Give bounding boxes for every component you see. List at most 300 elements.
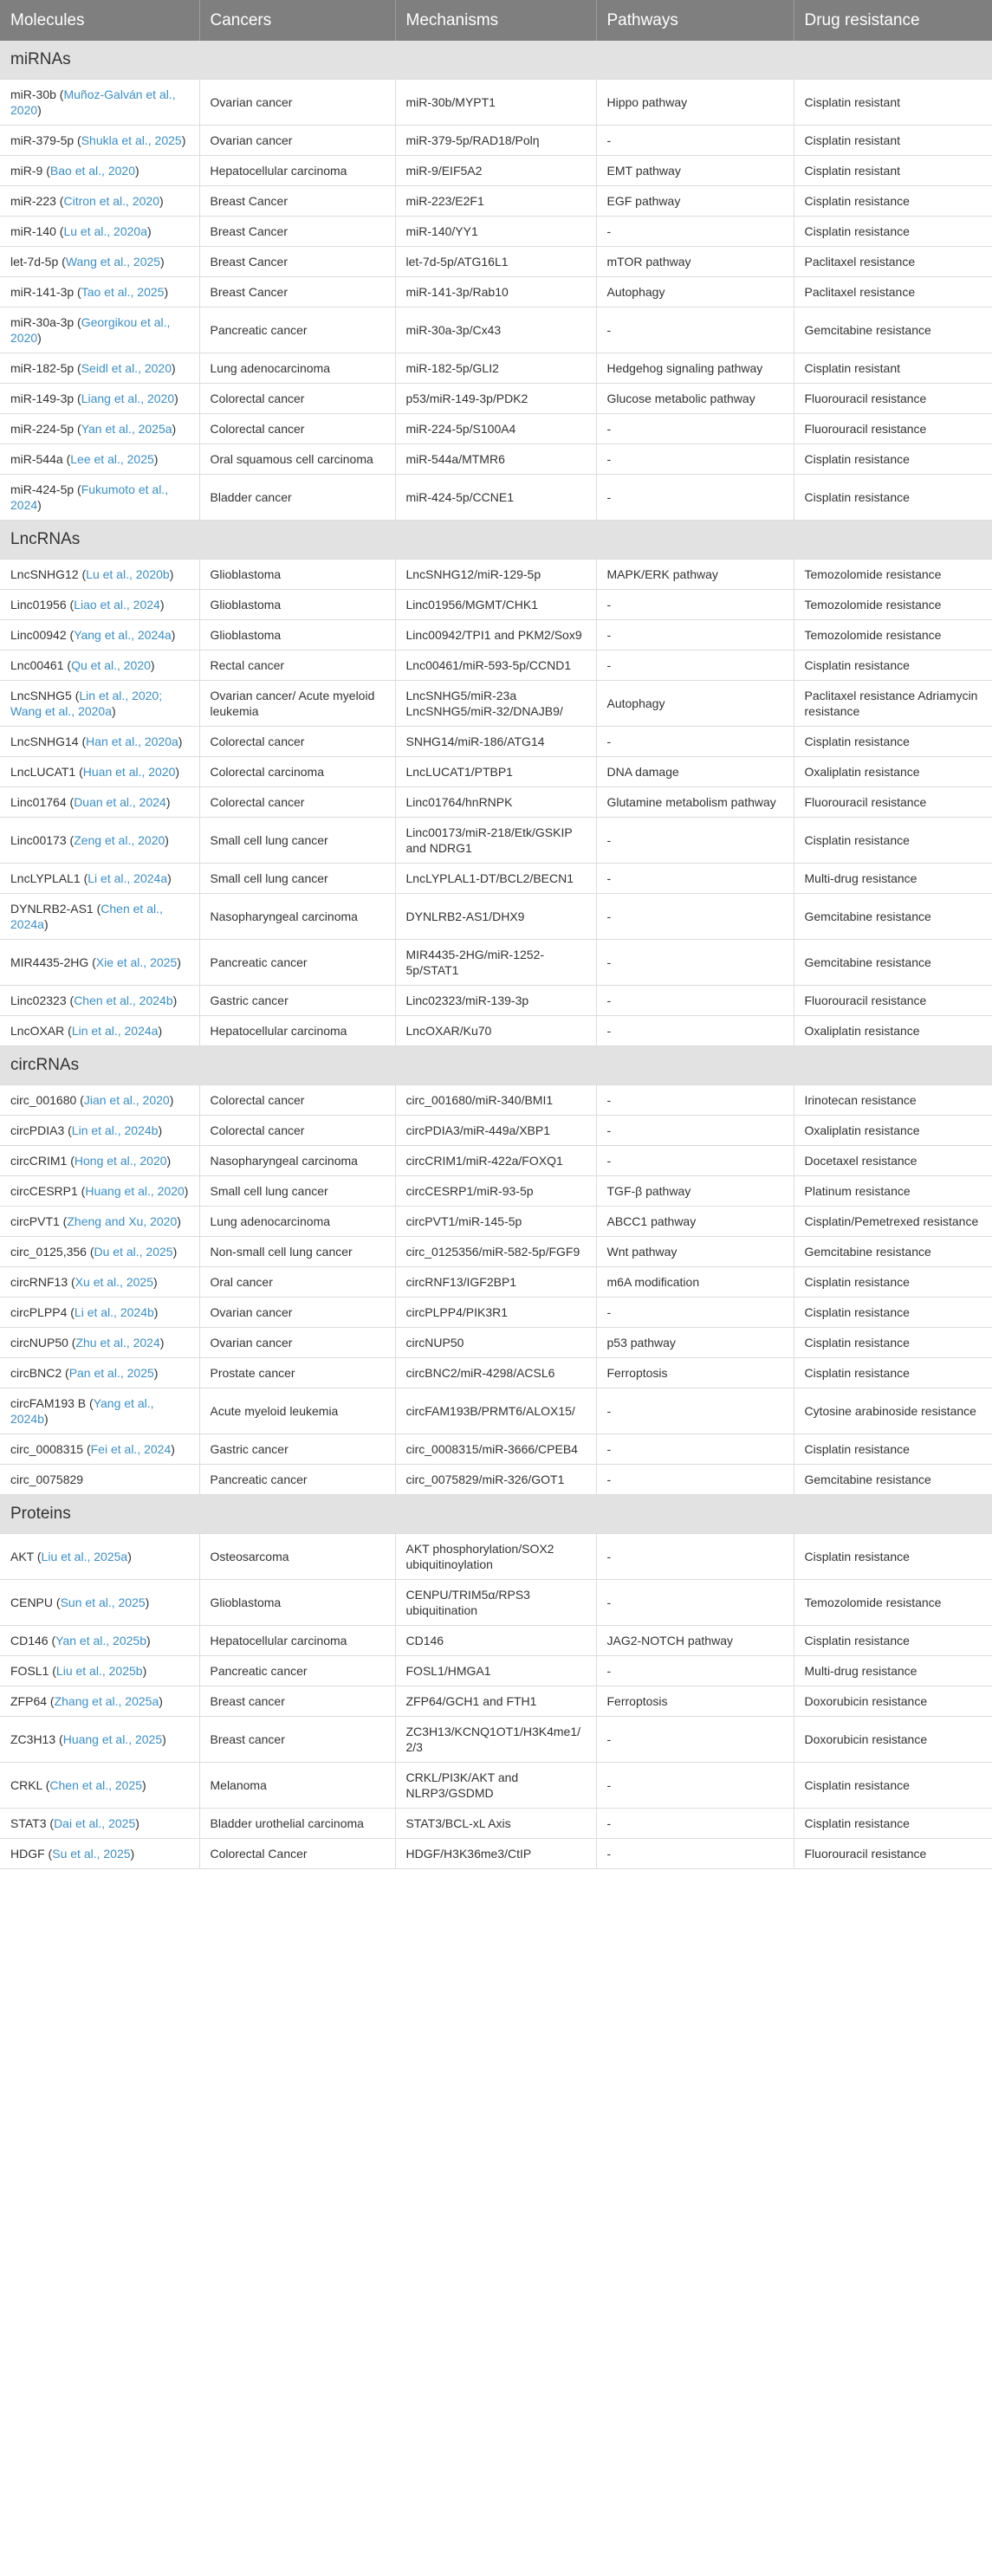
citation: Shukla et al., 2025 (81, 133, 182, 147)
cancer-cell: Small cell lung cancer (199, 818, 395, 864)
pathway-cell: - (596, 217, 794, 247)
mechanism-cell: miR-182-5p/GLI2 (395, 353, 596, 384)
molecule-cell: miR-30a-3p (Georgikou et al., 2020) (0, 307, 199, 353)
mechanism-cell: ZC3H13/KCNQ1OT1/H3K4me1/2/3 (395, 1717, 596, 1763)
pathway-cell: - (596, 940, 794, 986)
drug-resistance-cell: Oxaliplatin resistance (794, 1116, 992, 1146)
cancer-cell: Rectal cancer (199, 650, 395, 681)
table-row (0, 1207, 992, 1237)
molecule-name: circFAM193 B (10, 1396, 87, 1410)
molecule-cell: DYNLRB2-AS1 (Chen et al., 2024a) (0, 894, 199, 940)
table-row (0, 864, 992, 894)
mechanism-cell: CENPU/TRIM5α/RPS3 ubiquitination (395, 1580, 596, 1626)
molecule-cell: LncSNHG14 (Han et al., 2020a) (0, 727, 199, 757)
section-row (0, 1046, 992, 1085)
mechanism-cell: miR-544a/MTMR6 (395, 444, 596, 475)
citation: Duan et al., 2024 (74, 795, 166, 809)
mechanism-cell: circNUP50 (395, 1328, 596, 1358)
molecule-cell: STAT3 (Dai et al., 2025) (0, 1809, 199, 1839)
pathway-cell: Ferroptosis (596, 1358, 794, 1388)
mechanism-cell: miR-9/EIF5A2 (395, 156, 596, 186)
molecule-name: circBNC2 (10, 1366, 62, 1380)
table-row (0, 818, 992, 864)
mechanism-cell: AKT phosphorylation/SOX2 ubiquitinoylation (395, 1534, 596, 1580)
molecule-cell: circNUP50 (Zhu et al., 2024) (0, 1328, 199, 1358)
citation: Georgikou et al., 2020 (10, 315, 171, 345)
table-row (0, 247, 992, 277)
drug-resistance-cell: Gemcitabine resistance (794, 894, 992, 940)
pathway-cell: Autophagy (596, 681, 794, 727)
drug-resistance-cell: Cisplatin resistance (794, 1298, 992, 1328)
molecule-name: circPDIA3 (10, 1123, 65, 1137)
drug-resistance-cell: Cisplatin resistant (794, 156, 992, 186)
mechanism-cell: circPDIA3/miR-449a/XBP1 (395, 1116, 596, 1146)
molecule-name: miR-9 (10, 164, 43, 178)
cancer-cell: Small cell lung cancer (199, 1176, 395, 1207)
drug-resistance-cell: Cisplatin resistance (794, 444, 992, 475)
table-row (0, 1686, 992, 1717)
drug-resistance-cell: Fluorouracil resistance (794, 414, 992, 444)
table-row (0, 186, 992, 217)
molecule-cell: miR-182-5p (Seidl et al., 2020) (0, 353, 199, 384)
cancer-cell: Hepatocellular carcinoma (199, 1626, 395, 1656)
molecule-cell: circ_0125,356 (Du et al., 2025) (0, 1237, 199, 1267)
molecule-cell: MIR4435-2HG (Xie et al., 2025) (0, 940, 199, 986)
cancer-cell: Hepatocellular carcinoma (199, 1016, 395, 1046)
drug-resistance-cell: Cisplatin resistance (794, 1434, 992, 1465)
pathway-cell: JAG2-NOTCH pathway (596, 1626, 794, 1656)
molecule-cell: Linc01764 (Duan et al., 2024) (0, 787, 199, 818)
molecule-name: miR-140 (10, 224, 56, 238)
drug-resistance-cell: Cisplatin resistance (794, 186, 992, 217)
citation: Lu et al., 2020b (86, 567, 170, 581)
molecule-cell: ZC3H13 (Huang et al., 2025) (0, 1717, 199, 1763)
drug-resistance-cell: Multi-drug resistance (794, 864, 992, 894)
cancer-cell: Breast Cancer (199, 217, 395, 247)
table-row (0, 1388, 992, 1434)
pathway-cell: DNA damage (596, 757, 794, 787)
table-row (0, 620, 992, 650)
table-row (0, 414, 992, 444)
pathway-cell: - (596, 1298, 794, 1328)
mechanism-cell: p53/miR-149-3p/PDK2 (395, 384, 596, 414)
table-row (0, 1358, 992, 1388)
molecule-cell (0, 1465, 199, 1495)
molecule-cell: miR-424-5p (Fukumoto et al., 2024) (0, 475, 199, 521)
pathway-cell: - (596, 864, 794, 894)
drug-resistance-cell: Irinotecan resistance (794, 1085, 992, 1116)
pathway-cell: - (596, 1016, 794, 1046)
cancer-cell: Ovarian cancer/ Acute myeloid leukemia (199, 681, 395, 727)
pathway-cell: - (596, 894, 794, 940)
mechanism-cell: circ_0075829/miR-326/GOT1 (395, 1465, 596, 1495)
cancer-cell: Hepatocellular carcinoma (199, 156, 395, 186)
cancer-cell: Glioblastoma (199, 590, 395, 620)
citation: Zeng et al., 2020 (74, 833, 165, 847)
pathway-cell: EMT pathway (596, 156, 794, 186)
molecule-name: circCRIM1 (10, 1154, 68, 1168)
table-row (0, 277, 992, 307)
mechanism-cell: LncOXAR/Ku70 (395, 1016, 596, 1046)
drug-resistance-cell: Fluorouracil resistance (794, 787, 992, 818)
pathway-cell: - (596, 1116, 794, 1146)
molecule-cell: circPVT1 (Zheng and Xu, 2020) (0, 1207, 199, 1237)
mechanism-cell: LncSNHG5/miR-23a LncSNHG5/miR-32/DNAJB9/ (395, 681, 596, 727)
header-drug-resistance: Drug resistance (794, 0, 992, 41)
table-header (0, 0, 992, 41)
drug-resistance-cell: Fluorouracil resistance (794, 1839, 992, 1869)
molecule-cell: Lnc00461 (Qu et al., 2020) (0, 650, 199, 681)
drug-resistance-cell: Doxorubicin resistance (794, 1686, 992, 1717)
table-row (0, 727, 992, 757)
table-row (0, 156, 992, 186)
mechanism-cell: circRNF13/IGF2BP1 (395, 1267, 596, 1298)
pathway-cell: Ferroptosis (596, 1686, 794, 1717)
drug-resistance-cell: Oxaliplatin resistance (794, 757, 992, 787)
drug-resistance-cell: Cisplatin resistance (794, 1809, 992, 1839)
molecule-cell: circ_0008315 (Fei et al., 2024) (0, 1434, 199, 1465)
pathway-cell: - (596, 818, 794, 864)
citation: Xu et al., 2025 (75, 1275, 153, 1289)
cancer-cell: Glioblastoma (199, 560, 395, 590)
drug-resistance-cell: Temozolomide resistance (794, 1580, 992, 1626)
mechanism-cell: miR-30a-3p/Cx43 (395, 307, 596, 353)
molecule-name: CRKL (10, 1778, 42, 1792)
cancer-cell: Nasopharyngeal carcinoma (199, 1146, 395, 1176)
drug-resistance-cell: Cisplatin resistance (794, 1328, 992, 1358)
citation: Xie et al., 2025 (95, 955, 178, 969)
molecule-name: Linc00173 (10, 833, 67, 847)
mechanism-cell: miR-223/E2F1 (395, 186, 596, 217)
header-molecules: Molecules (0, 0, 199, 41)
table-row (0, 1839, 992, 1869)
citation: Fei et al., 2024 (90, 1442, 172, 1456)
table-row (0, 1176, 992, 1207)
table-row (0, 1267, 992, 1298)
pathway-cell: - (596, 1146, 794, 1176)
drug-resistance-cell: Gemcitabine resistance (794, 1465, 992, 1495)
citation: Chen et al., 2025 (49, 1778, 143, 1792)
mechanism-cell: LncSNHG12/miR-129-5p (395, 560, 596, 590)
citation: Zhu et al., 2024 (75, 1336, 160, 1349)
molecule-cell: miR-379-5p (Shukla et al., 2025) (0, 126, 199, 156)
cancer-cell: Oral squamous cell carcinoma (199, 444, 395, 475)
cancer-cell: Pancreatic cancer (199, 1465, 395, 1495)
cancer-cell: Breast Cancer (199, 247, 395, 277)
molecule-name: let-7d-5p (10, 255, 59, 269)
drug-resistance-cell: Paclitaxel resistance (794, 247, 992, 277)
citation: Liu et al., 2025b (55, 1664, 143, 1678)
molecule-name: Linc02323 (10, 994, 67, 1007)
molecule-name: miR-30a-3p (10, 315, 75, 329)
mechanism-cell: Linc02323/miR-139-3p (395, 986, 596, 1016)
citation: Bao et al., 2020 (49, 164, 135, 178)
pathway-cell: Autophagy (596, 277, 794, 307)
table-row (0, 80, 992, 126)
pathway-cell: - (596, 727, 794, 757)
molecule-cell: miR-544a (Lee et al., 2025) (0, 444, 199, 475)
cancer-cell: Breast Cancer (199, 186, 395, 217)
mechanism-cell: HDGF/H3K36me3/CtIP (395, 1839, 596, 1869)
mechanism-cell: miR-140/YY1 (395, 217, 596, 247)
citation: Qu et al., 2020 (71, 658, 151, 672)
mechanism-cell: miR-224-5p/S100A4 (395, 414, 596, 444)
citation: Liang et al., 2020 (81, 392, 175, 405)
cancer-cell: Small cell lung cancer (199, 864, 395, 894)
molecule-cell: circCRIM1 (Hong et al., 2020) (0, 1146, 199, 1176)
pathway-cell: - (596, 650, 794, 681)
citation: Wang et al., 2025 (65, 255, 161, 269)
drug-resistance-cell: Cisplatin resistance (794, 727, 992, 757)
pathway-cell: - (596, 307, 794, 353)
drug-resistance-cell: Gemcitabine resistance (794, 1237, 992, 1267)
table-row (0, 1298, 992, 1328)
molecule-cell: CD146 (Yan et al., 2025b) (0, 1626, 199, 1656)
table-row (0, 384, 992, 414)
pathway-cell: - (596, 1656, 794, 1686)
table-body (0, 41, 992, 1869)
mechanism-cell: CRKL/PI3K/AKT and NLRP3/GSDMD (395, 1763, 596, 1809)
pathway-cell: - (596, 1763, 794, 1809)
molecule-name: STAT3 (10, 1816, 47, 1830)
section-row (0, 41, 992, 80)
molecule-cell: miR-9 (Bao et al., 2020) (0, 156, 199, 186)
citation: Yan et al., 2025a (81, 422, 172, 436)
pathway-cell: - (596, 475, 794, 521)
pathway-cell: - (596, 986, 794, 1016)
molecule-name: LncSNHG14 (10, 735, 79, 748)
table-row (0, 444, 992, 475)
drug-resistance-cell: Fluorouracil resistance (794, 986, 992, 1016)
drug-resistance-cell: Cisplatin resistance (794, 1626, 992, 1656)
molecule-name: circCESRP1 (10, 1184, 78, 1198)
molecule-cell: Linc00173 (Zeng et al., 2020) (0, 818, 199, 864)
molecule-cell: circBNC2 (Pan et al., 2025) (0, 1358, 199, 1388)
citation: Muñoz-Galván et al., 2020 (10, 87, 176, 117)
cancer-cell: Ovarian cancer (199, 1298, 395, 1328)
molecule-name: miR-544a (10, 452, 63, 466)
pathway-cell: - (596, 1809, 794, 1839)
molecule-name: miR-224-5p (10, 422, 75, 436)
citation: Dai et al., 2025 (54, 1816, 136, 1830)
citation: Li et al., 2024b (74, 1305, 154, 1319)
cancer-cell: Colorectal cancer (199, 1116, 395, 1146)
pathway-cell: Glutamine metabolism pathway (596, 787, 794, 818)
molecule-name: miR-379-5p (10, 133, 75, 147)
mechanism-cell: Linc01956/MGMT/CHK1 (395, 590, 596, 620)
pathway-cell: p53 pathway (596, 1328, 794, 1358)
table-row (0, 1763, 992, 1809)
molecule-cell: miR-141-3p (Tao et al., 2025) (0, 277, 199, 307)
mechanism-cell: Linc01764/hnRNPK (395, 787, 596, 818)
molecule-name: HDGF (10, 1847, 45, 1861)
molecule-name: CD146 (10, 1634, 49, 1647)
table-row (0, 1085, 992, 1116)
drug-resistance-cell: Paclitaxel resistance Adriamycin resistance (794, 681, 992, 727)
citation: Jian et al., 2020 (83, 1093, 170, 1107)
molecule-cell: circPLPP4 (Li et al., 2024b) (0, 1298, 199, 1328)
section-title: LncRNAs (0, 521, 992, 560)
molecule-cell: circPDIA3 (Lin et al., 2024b) (0, 1116, 199, 1146)
cancer-cell: Non-small cell lung cancer (199, 1237, 395, 1267)
citation: Liao et al., 2024 (74, 598, 160, 612)
table-row (0, 126, 992, 156)
citation: Pan et al., 2025 (68, 1366, 154, 1380)
pathway-cell: ABCC1 pathway (596, 1207, 794, 1237)
mechanism-cell: miR-141-3p/Rab10 (395, 277, 596, 307)
molecule-name: ZFP64 (10, 1694, 48, 1708)
mechanism-cell: STAT3/BCL-xL Axis (395, 1809, 596, 1839)
table-row (0, 590, 992, 620)
molecule-name: AKT (10, 1550, 34, 1563)
molecule-cell: Linc01956 (Liao et al., 2024) (0, 590, 199, 620)
table-row (0, 1717, 992, 1763)
table-row (0, 1016, 992, 1046)
cancer-cell: Breast cancer (199, 1686, 395, 1717)
molecule-cell: AKT (Liu et al., 2025a) (0, 1534, 199, 1580)
citation: Citron et al., 2020 (63, 194, 159, 208)
pathway-cell: - (596, 1434, 794, 1465)
drug-resistance-cell: Temozolomide resistance (794, 560, 992, 590)
molecule-cell: LncSNHG12 (Lu et al., 2020b) (0, 560, 199, 590)
table-row (0, 1146, 992, 1176)
molecule-cell: LncLYPLAL1 (Li et al., 2024a) (0, 864, 199, 894)
citation: Huan et al., 2020 (82, 765, 176, 779)
cancer-cell: Glioblastoma (199, 1580, 395, 1626)
drug-resistance-cell: Cisplatin resistance (794, 818, 992, 864)
citation: Su et al., 2025 (52, 1847, 131, 1861)
mechanism-cell: circBNC2/miR-4298/ACSL6 (395, 1358, 596, 1388)
molecule-cell: circRNF13 (Xu et al., 2025) (0, 1267, 199, 1298)
cancer-cell: Oral cancer (199, 1267, 395, 1298)
molecule-name: miR-141-3p (10, 285, 75, 299)
cancer-cell: Prostate cancer (199, 1358, 395, 1388)
molecule-cell: miR-224-5p (Yan et al., 2025a) (0, 414, 199, 444)
citation: Li et al., 2024a (88, 871, 168, 885)
cancer-cell: Gastric cancer (199, 986, 395, 1016)
molecule-name: MIR4435-2HG (10, 955, 89, 969)
table-row (0, 1434, 992, 1465)
pathway-cell: m6A modification (596, 1267, 794, 1298)
header-pathways: Pathways (596, 0, 794, 41)
molecule-name: LncOXAR (10, 1024, 65, 1038)
cancer-cell: Acute myeloid leukemia (199, 1388, 395, 1434)
mechanism-cell: circ_0125356/miR-582-5p/FGF9 (395, 1237, 596, 1267)
pathway-cell: TGF-β pathway (596, 1176, 794, 1207)
molecule-name: miR-149-3p (10, 392, 75, 405)
molecule-cell: Linc02323 (Chen et al., 2024b) (0, 986, 199, 1016)
cancer-cell: Osteosarcoma (199, 1534, 395, 1580)
molecule-cell: FOSL1 (Liu et al., 2025b) (0, 1656, 199, 1686)
citation: Lin et al., 2020; Wang et al., 2020a (10, 689, 163, 718)
molecule-cell: circ_001680 (Jian et al., 2020) (0, 1085, 199, 1116)
molecule-cell: miR-223 (Citron et al., 2020) (0, 186, 199, 217)
table-row (0, 217, 992, 247)
mechanism-cell: Linc00173/miR-218/Etk/GSKIP and NDRG1 (395, 818, 596, 864)
citation: Lin et al., 2024b (71, 1123, 159, 1137)
drug-resistance-cell: Temozolomide resistance (794, 620, 992, 650)
pathway-cell: Wnt pathway (596, 1237, 794, 1267)
mechanism-cell: Linc00942/TPI1 and PKM2/Sox9 (395, 620, 596, 650)
cancer-cell: Pancreatic cancer (199, 307, 395, 353)
molecule-name: LncLUCAT1 (10, 765, 76, 779)
pathway-cell: - (596, 1085, 794, 1116)
table-row (0, 650, 992, 681)
mechanism-cell: let-7d-5p/ATG16L1 (395, 247, 596, 277)
pathway-cell: Hippo pathway (596, 80, 794, 126)
molecule-cell: CENPU (Sun et al., 2025) (0, 1580, 199, 1626)
table-row (0, 1237, 992, 1267)
mechanism-cell: circPVT1/miR-145-5p (395, 1207, 596, 1237)
cancer-cell: Glioblastoma (199, 620, 395, 650)
cancer-cell: Colorectal cancer (199, 414, 395, 444)
mechanism-cell: circPLPP4/PIK3R1 (395, 1298, 596, 1328)
drug-resistance-cell: Cisplatin resistance (794, 1534, 992, 1580)
table-row (0, 1534, 992, 1580)
citation: Sun et al., 2025 (60, 1595, 146, 1609)
cancer-cell: Colorectal cancer (199, 1085, 395, 1116)
section-row (0, 1495, 992, 1534)
drug-resistance-cell: Gemcitabine resistance (794, 307, 992, 353)
molecule-name: Linc00942 (10, 628, 67, 642)
pathway-cell: - (596, 126, 794, 156)
header-mechanisms: Mechanisms (395, 0, 596, 41)
pathway-cell: - (596, 1465, 794, 1495)
molecule-name: circ_0125,356 (10, 1245, 87, 1259)
table-row (0, 1580, 992, 1626)
table-row (0, 894, 992, 940)
molecule-cell: let-7d-5p (Wang et al., 2025) (0, 247, 199, 277)
drug-resistance-cell: Multi-drug resistance (794, 1656, 992, 1686)
molecule-cell: circCESRP1 (Huang et al., 2020) (0, 1176, 199, 1207)
section-title: Proteins (0, 1495, 992, 1534)
cancer-cell: Lung adenocarcinoma (199, 353, 395, 384)
drug-resistance-cell: Cisplatin resistance (794, 650, 992, 681)
pathway-cell: mTOR pathway (596, 247, 794, 277)
pathway-cell: EGF pathway (596, 186, 794, 217)
mechanism-cell: Lnc00461/miR-593-5p/CCND1 (395, 650, 596, 681)
cancer-cell: Breast cancer (199, 1717, 395, 1763)
cancer-cell: Colorectal cancer (199, 787, 395, 818)
citation: Huang et al., 2020 (85, 1184, 185, 1198)
cancer-cell: Gastric cancer (199, 1434, 395, 1465)
mechanism-cell: circ_001680/miR-340/BMI1 (395, 1085, 596, 1116)
pathway-cell: - (596, 1580, 794, 1626)
molecule-name: DYNLRB2-AS1 (10, 902, 94, 916)
cancer-cell: Bladder cancer (199, 475, 395, 521)
molecule-name: FOSL1 (10, 1664, 49, 1678)
table-row (0, 986, 992, 1016)
pathway-cell: - (596, 620, 794, 650)
pathway-cell: Hedgehog signaling pathway (596, 353, 794, 384)
molecule-name: LncSNHG12 (10, 567, 79, 581)
citation: Lee et al., 2025 (70, 452, 154, 466)
molecule-name: circRNF13 (10, 1275, 68, 1289)
molecule-cell: circFAM193 B (Yang et al., 2024b) (0, 1388, 199, 1434)
molecule-cell: miR-140 (Lu et al., 2020a) (0, 217, 199, 247)
molecule-name: circ_0008315 (10, 1442, 84, 1456)
citation: Chen et al., 2024b (74, 994, 173, 1007)
pathway-cell: Glucose metabolic pathway (596, 384, 794, 414)
cancer-cell: Ovarian cancer (199, 1328, 395, 1358)
pathway-cell: - (596, 590, 794, 620)
mechanism-cell: miR-30b/MYPT1 (395, 80, 596, 126)
pathway-cell: - (596, 1388, 794, 1434)
mechanism-cell: circCRIM1/miR-422a/FOXQ1 (395, 1146, 596, 1176)
cancer-cell: Breast Cancer (199, 277, 395, 307)
citation: Huang et al., 2025 (62, 1732, 163, 1746)
pathway-cell: - (596, 444, 794, 475)
